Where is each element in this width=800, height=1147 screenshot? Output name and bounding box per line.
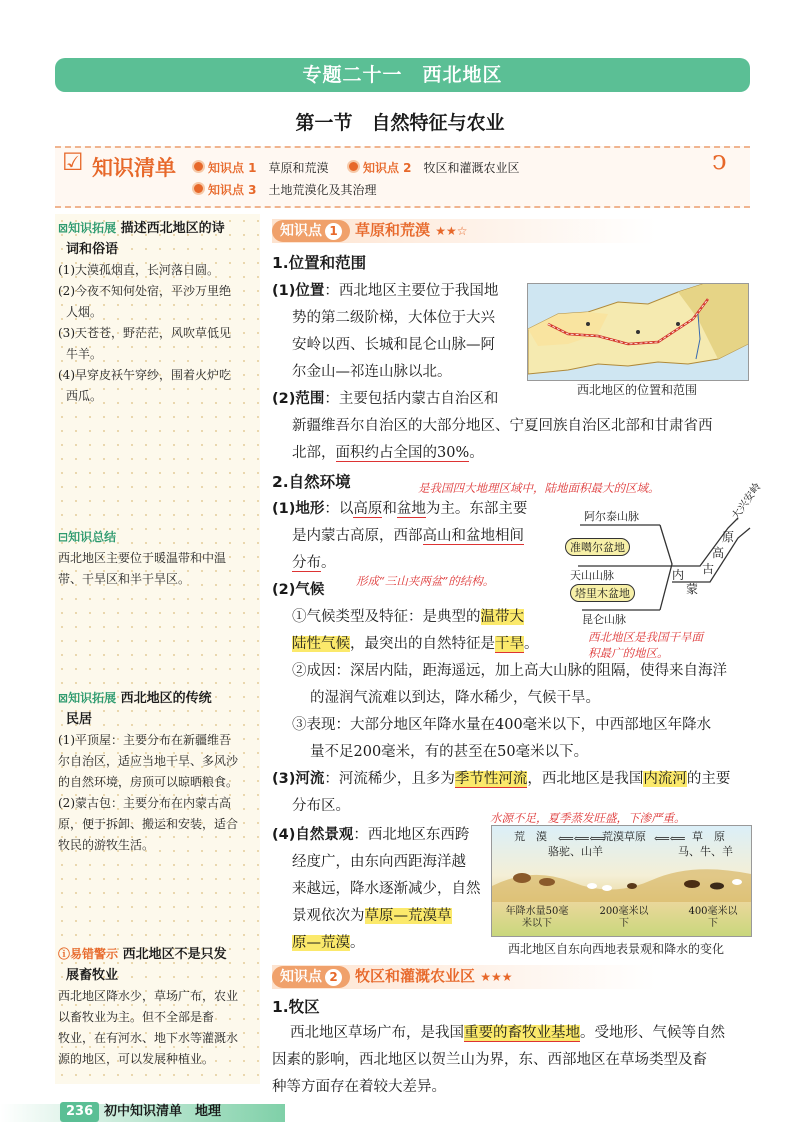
heading-natural-environment: 2.自然环境 — [272, 473, 351, 491]
sidebar-line: 以畜牧业为主。但不全部是畜 — [58, 1010, 215, 1024]
landscape-caption: 西北地区自东向西地表景观和降水的变化 — [507, 942, 724, 956]
swirl-decoration-icon: ↄ — [712, 146, 727, 176]
range-paragraph: (2)范围：主要包括内蒙古自治区和 新疆维吾尔自治区的大部分地区、宁夏回族自治区北部和甘肃省西 北部，面积约占全国的30%。 — [272, 391, 713, 461]
label-meng: 蒙 — [686, 582, 699, 596]
topic-banner: 专题二十一 西北地区 — [55, 58, 750, 92]
checkmark-icon: ☑ — [62, 148, 84, 176]
animals-desert: 骆驼、山羊 — [548, 845, 603, 858]
sidebar-box-heading — [58, 527, 258, 548]
sidebar-line: 源的地区，可以发展种植业。 — [58, 1052, 215, 1066]
knowledge-list-title: 知识清单 — [92, 156, 176, 180]
dot-icon — [347, 160, 360, 173]
climate-label: (2)气候 — [272, 582, 325, 598]
sidebar-box-heading: ⓘ易错警示 西北地区不是只发 — [58, 947, 227, 962]
sidebar-line: (3)天苍苍，野茫茫，风吹草低见 — [58, 326, 231, 340]
sidebar-box-heading-cont: 词和俗语 — [66, 242, 119, 257]
sidebar-line: 人烟。 — [66, 305, 103, 319]
rain-grassland: 400毫米以下 — [688, 906, 738, 929]
sidebar-line: 西北地区主要位于暖温带和中温 — [58, 551, 227, 565]
northwest-region-map — [527, 283, 749, 381]
sidebar-box-poems — [58, 218, 258, 407]
pasture-paragraph: 西北地区草场广布，是我国重要的畜牧业基地。受地形、气候等自然 因素的影响，西北地区以贺兰山为界，东、西部地区在草场类型及畜 种等方面存在着较大差异。 — [272, 1025, 725, 1095]
sidebar-box-summary — [58, 527, 258, 590]
sidebar-line: 牧民的游牧生活。 — [58, 838, 155, 852]
landscape-figure — [491, 825, 752, 937]
terrain-paragraph: (1)地形：以高原和盆地为主。东部主要 是内蒙古高原，西部高山和盆地相间 分布。 — [272, 501, 528, 571]
sidebar-line: 西北地区降水少，草场广布，农业 — [58, 989, 239, 1003]
arrow-left-icon: ⟸⟸⟸ — [558, 832, 606, 845]
zone-grassland: 草 原 — [692, 830, 725, 843]
kp2-pill: 知识点 2 — [272, 966, 350, 988]
label-gao: 高 — [712, 546, 725, 560]
sidebar-line: (4)早穿皮袄午穿纱，围着火炉吃 — [58, 368, 231, 382]
annotation-dry: 西北地区是我国干旱面积最广的地区。 — [588, 630, 703, 660]
sidebar-line: (1)平顶屋：主要分布在新疆维吾 — [58, 733, 231, 747]
label-tianshan: 天山山脉 — [570, 569, 614, 582]
section-title: 第一节 自然特征与农业 — [295, 112, 505, 134]
arrow-left-icon: ⟸⟸ — [654, 832, 686, 845]
sidebar-box-warning — [58, 944, 258, 1070]
sidebar-box-heading: ⊠知识拓展 西北地区的传统 — [58, 691, 212, 706]
sidebar-line: 牛羊。 — [66, 347, 103, 361]
map-svg — [528, 284, 748, 380]
label-junggar: 准噶尔盆地 — [565, 538, 630, 556]
dot-icon — [192, 182, 205, 195]
star-rating: ★★☆ — [435, 224, 468, 238]
climate-item-1: ①气候类型及特征：是典型的温带大 陆性气候，最突出的自然特征是干旱。 — [292, 609, 539, 652]
zone-desert: 荒 漠 — [514, 830, 547, 843]
footer-title: 初中知识清单 地理 — [104, 1104, 222, 1119]
kp2-heading: 知识点 2 牧区和灌溉农业区 ★★★ — [272, 965, 513, 988]
sidebar-line: 牧业，在有河水、地下水等灌溉水 — [58, 1031, 239, 1045]
climate-item-3: ③表现：大部分地区年降水量在400毫米以下，中西部地区年降水 量不足200毫米，有的甚至在50毫米以下。 — [292, 717, 712, 760]
label-daxinganling: 大兴安岭 — [729, 480, 764, 523]
annotation-basin: 形成“三山夹两盆”的结构。 — [356, 574, 495, 588]
label-altai: 阿尔泰山脉 — [584, 510, 639, 523]
sidebar-box-dwellings — [58, 688, 258, 856]
label-tarim: 塔里木盆地 — [570, 584, 635, 602]
label-gu: 古 — [702, 562, 715, 576]
knowledge-item-3: 知识点 3 土地荒漠化及其治理 — [192, 181, 377, 198]
sidebar-box-heading-cont: 民居 — [66, 712, 93, 727]
label-nei: 内 — [672, 568, 685, 582]
knowledge-item-2: 知识点 2 牧区和灌溉农业区 — [347, 159, 520, 176]
label-kunlun: 昆仑山脉 — [582, 613, 626, 626]
landscape-paragraph: (4)自然景观：西北地区东西跨 经度广，由东向西距海洋越 来越远，降水逐渐减少，自然 景观依次为草原—荒漠草 原—荒漠。 — [272, 827, 481, 951]
sidebar-line: 原，便于拆卸、搬运和安装，适合 — [58, 817, 239, 831]
dot-icon — [192, 160, 205, 173]
heading-position-range: 1.位置和范围 — [272, 254, 367, 272]
sidebar-box-heading: ⊠知识拓展 描述西北地区的诗 — [58, 221, 225, 236]
kp1-pill: 知识点 1 — [272, 220, 350, 242]
landscape-scene-svg — [492, 856, 751, 902]
knowledge-extension-tag: ⊠知识拓展 — [58, 691, 117, 705]
map-caption: 西北地区的位置和范围 — [576, 383, 697, 397]
sidebar-line: 尔自治区，适应当地干旱、多风沙 — [58, 754, 239, 768]
position-paragraph: (1)位置：西北地区主要位于我国地 势的第二级阶梯，大体位于大兴 安岭以西、长城和昆仑山脉—阿 尔金山—祁连山脉以北。 — [272, 283, 499, 380]
rain-desert: 年降水量50毫米以下 — [505, 906, 569, 929]
sidebar-line: (2)蒙古包：主要分布在内蒙古高 — [58, 796, 231, 810]
knowledge-extension-tag: ⊠知识拓展 — [58, 221, 117, 235]
zone-desert-steppe: 荒漠草原 — [602, 830, 646, 843]
star-rating: ★★★ — [480, 970, 513, 984]
sidebar-line: 的自然环境，房顶可以晾晒粮食。 — [58, 775, 239, 789]
heading-pasture: 1.牧区 — [272, 998, 320, 1016]
rain-desert-steppe: 200毫米以下 — [599, 906, 649, 929]
kp1-heading: 知识点 1 草原和荒漠 ★★☆ — [272, 219, 468, 242]
sidebar-line: 西瓜。 — [66, 389, 103, 403]
knowledge-item-1: 知识点 1 草原和荒漠 — [192, 159, 329, 176]
label-yuan: 原 — [722, 530, 735, 544]
terrain-schematic — [560, 480, 764, 630]
knowledge-summary-tag: ⊟知识总结 — [58, 530, 117, 544]
sidebar-line: (2)今夜不知何处宿，平沙万里绝 — [58, 284, 231, 298]
sidebar-line: (1)大漠孤烟直，长河落日圆。 — [58, 263, 219, 277]
climate-item-2: ②成因：深居内陆，距海遥远，加上高大山脉的阻隔，使得来自海洋 的湿润气流难以到达，降水稀少，气候干旱。 — [292, 663, 727, 706]
annotation-area: 是我国四大地理区域中，陆地面积最大的区域。 — [418, 481, 660, 495]
warning-tag: ⓘ易错警示 — [58, 947, 119, 961]
sidebar-line: 带、干旱区和半干旱区。 — [58, 572, 191, 586]
page-number: 236 — [60, 1102, 99, 1122]
annotation-river: 水源不足，夏季蒸发旺盛，下渗严重。 — [490, 811, 686, 825]
river-paragraph: (3)河流：河流稀少，且多为季节性河流，西北地区是我国内流河的主要 分布区。 — [272, 771, 731, 814]
sidebar-box-heading-cont: 展畜牧业 — [66, 968, 119, 983]
animals-grassland: 马、牛、羊 — [678, 845, 733, 858]
